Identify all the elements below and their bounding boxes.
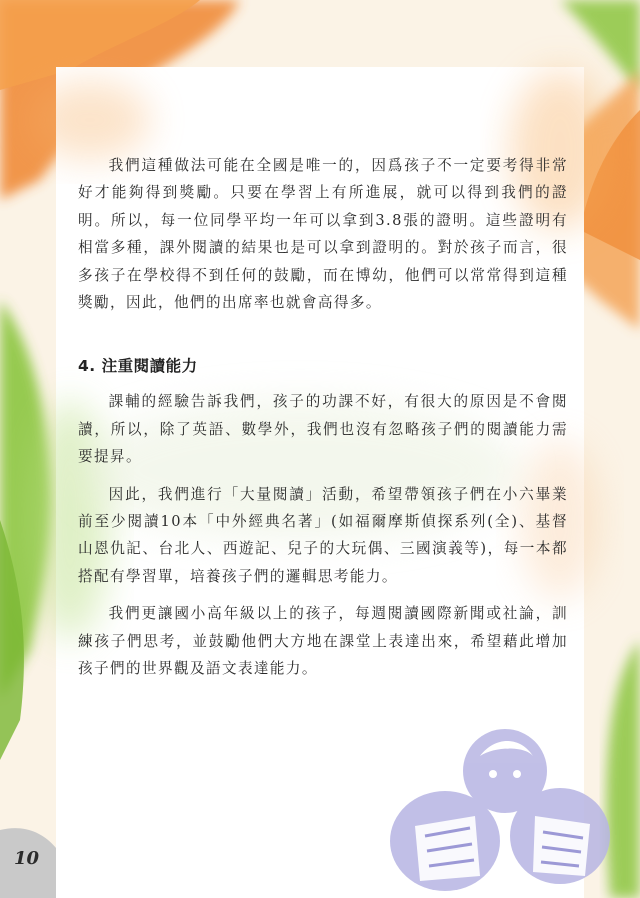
paragraph-mass-reading: 因此，我們進行「大量閱讀」活動，希望帶領孩子們在小六畢業前至少閱讀10本「中外經典名著」(如福爾摩斯偵探系列(全)、基督山恩仇記、台北人、西遊記、兒子的大玩偶、三國演義等)，每一本都搭配有學習單，培養孩子們的邏輯思考能力。 (78, 485, 568, 585)
paragraph-reading-importance: 課輔的經驗告訴我們，孩子的功課不好，有很大的原因是不會閱讀，所以，除了英語、數學外，我們也沒有忽略孩子們的閱讀能力需要提昇。 (78, 393, 568, 466)
article-body (78, 152, 568, 683)
section-heading: 4. 注重閱讀能力 (78, 357, 198, 376)
paragraph-awards: 我們這種做法可能在全國是唯一的，因爲孩子不一定要考得非常好才能夠得到獎勵。只要在學習上有所進展，就可以得到我們的證明。所以，每一位同學平均一年可以拿到3.8張的證明。這些證明有相當多種，課外閱讀的結果也是可以拿到證明的。對於孩子而言，很多孩子在學校得不到任何的鼓勵，而在博幼，他們可以常常得到這種獎勵，因此，他們的出席率也就會高得多。 (78, 157, 568, 312)
organization-logo-icon (385, 676, 615, 898)
paragraph-international-news: 我們更讓國小高年級以上的孩子，每週閱讀國際新聞或社論，訓練孩子們思考，並鼓勵他們大方地在課堂上表達出來，希望藉此增加孩子們的世界觀及語文表達能力。 (78, 605, 568, 678)
page-number: 10 (14, 848, 40, 869)
